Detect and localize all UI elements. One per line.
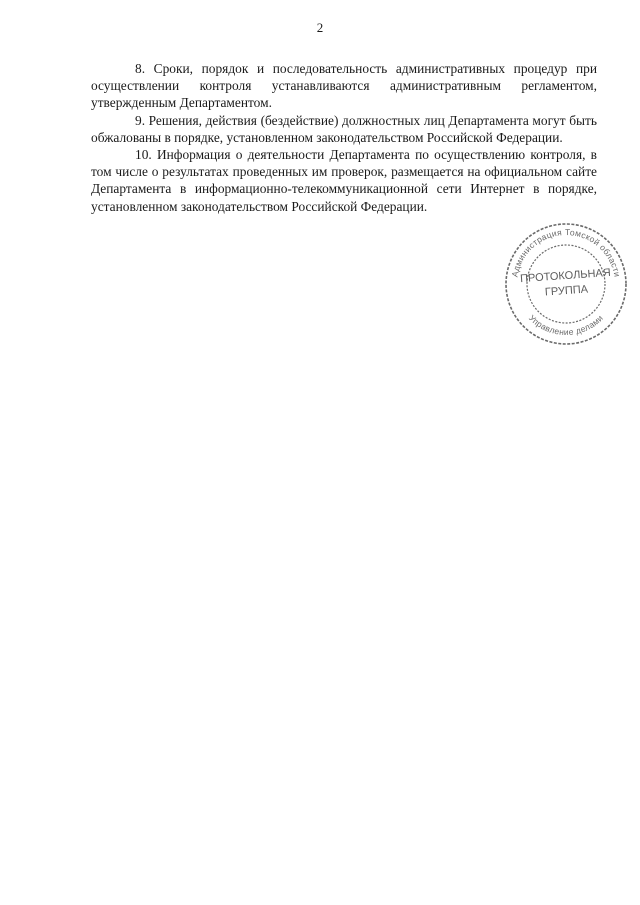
stamp-ring-bottom-text: Управление делами — [526, 312, 606, 338]
svg-text:Управление делами — [527, 313, 605, 337]
official-stamp — [503, 221, 629, 347]
page-number: 2 — [316, 20, 324, 35]
stamp-center-line-2: ГРУППА — [544, 283, 589, 299]
paragraph-8: 8. Сроки, порядок и последовательность административных процедур при осуществлении контроля устанавливаются административным регламентом, утвержденным Департаментом. — [91, 61, 597, 111]
document-body — [91, 60, 597, 215]
stamp-seal-icon — [503, 221, 629, 347]
paragraph-9: 9. Решения, действия (бездействие) должностных лиц Департамента могут быть обжалованы в порядке, установленном законодательством Российской Федерации. — [91, 112, 597, 145]
stamp-ring-top-text: Администрация Томской области — [509, 226, 623, 278]
paragraph-10: 10. Информация о деятельности Департамента по осуществлению контроля, в том числе о результатах проведенных им проверок, размещается на официальном сайте Департамента в информационно-телекоммуникационной сети Интернет в порядке, установленном законодательством Российской Федерации. — [91, 147, 597, 214]
stamp-center-line-1: ПРОТОКОЛЬНАЯ — [519, 266, 612, 286]
